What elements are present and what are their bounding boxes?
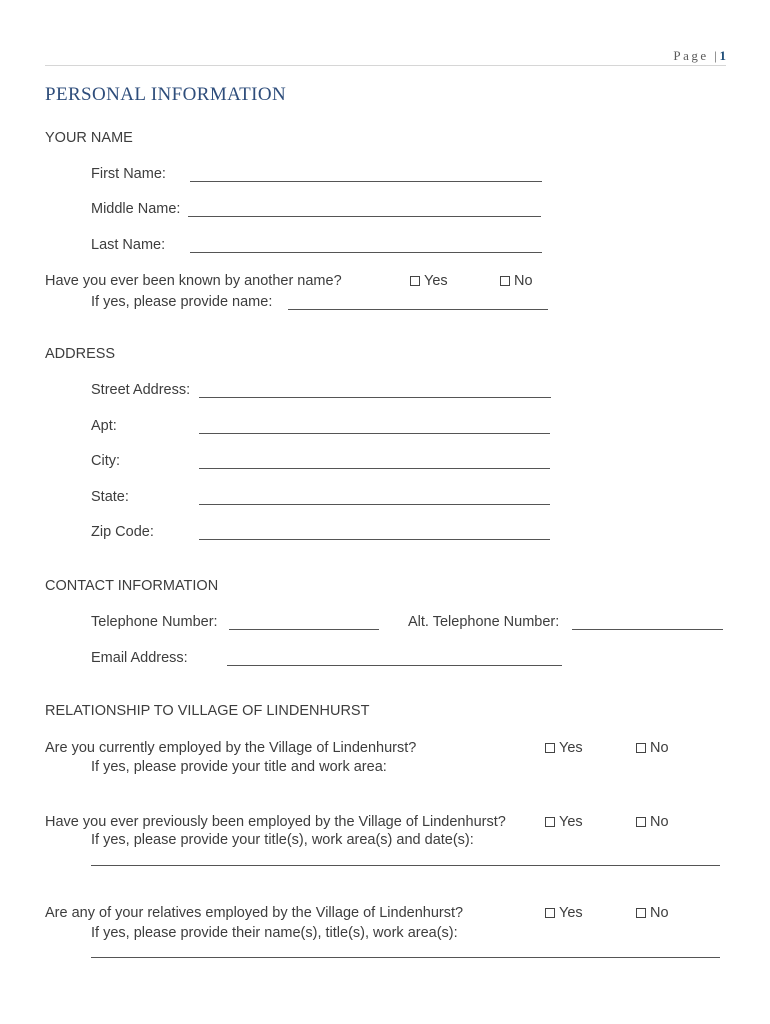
checkbox-icon bbox=[410, 276, 420, 286]
previously-employed-yes-checkbox[interactable] bbox=[545, 814, 583, 830]
alt-telephone-field[interactable] bbox=[572, 629, 723, 630]
email-field[interactable] bbox=[227, 665, 562, 666]
apt-field[interactable] bbox=[199, 433, 550, 434]
street-address-field[interactable] bbox=[199, 397, 551, 398]
yes-label: Yes bbox=[424, 273, 448, 289]
checkbox-icon bbox=[636, 743, 646, 753]
no-label: No bbox=[514, 273, 533, 289]
currently-employed-no-checkbox[interactable] bbox=[636, 740, 669, 756]
checkbox-icon bbox=[636, 908, 646, 918]
checkbox-icon bbox=[545, 743, 555, 753]
other-name-yes-checkbox[interactable] bbox=[410, 273, 448, 289]
telephone-field[interactable] bbox=[229, 629, 379, 630]
city-field[interactable] bbox=[199, 468, 550, 469]
zip-code-label: Zip Code: bbox=[91, 524, 154, 540]
other-name-question: Have you ever been known by another name? bbox=[45, 273, 342, 289]
currently-employed-yes-checkbox[interactable] bbox=[545, 740, 583, 756]
no-label: No bbox=[650, 814, 669, 830]
previously-employed-question: Have you ever previously been employed by the Village of Lindenhurst? bbox=[45, 814, 506, 830]
alt-telephone-label: Alt. Telephone Number: bbox=[408, 614, 560, 630]
state-field[interactable] bbox=[199, 504, 550, 505]
header-divider bbox=[45, 65, 726, 66]
previously-employed-followup-label: If yes, please provide your title(s), work area(s) and date(s): bbox=[91, 832, 474, 848]
section-heading-relationship: RELATIONSHIP TO VILLAGE OF LINDENHURST bbox=[45, 703, 370, 719]
checkbox-icon bbox=[545, 817, 555, 827]
checkbox-icon bbox=[500, 276, 510, 286]
street-address-label: Street Address: bbox=[91, 382, 191, 398]
other-name-no-checkbox[interactable] bbox=[500, 273, 533, 289]
middle-name-label: Middle Name: bbox=[91, 201, 181, 217]
relatives-employed-followup-label: If yes, please provide their name(s), title(s), work area(s): bbox=[91, 925, 458, 941]
city-label: City: bbox=[91, 453, 120, 469]
section-heading-address: ADDRESS bbox=[45, 346, 116, 362]
apt-label: Apt: bbox=[91, 418, 117, 434]
yes-label: Yes bbox=[559, 740, 583, 756]
last-name-field[interactable] bbox=[190, 252, 542, 253]
previously-employed-field[interactable] bbox=[91, 865, 720, 866]
zip-code-field[interactable] bbox=[199, 539, 550, 540]
telephone-label: Telephone Number: bbox=[91, 614, 218, 630]
currently-employed-question: Are you currently employed by the Village of Lindenhurst? bbox=[45, 740, 417, 756]
relatives-employed-yes-checkbox[interactable] bbox=[545, 905, 583, 921]
section-heading-your-name: YOUR NAME bbox=[45, 130, 133, 146]
no-label: No bbox=[650, 905, 669, 921]
yes-label: Yes bbox=[559, 814, 583, 830]
last-name-label: Last Name: bbox=[91, 237, 166, 253]
other-name-field[interactable] bbox=[288, 309, 548, 310]
checkbox-icon bbox=[636, 817, 646, 827]
page-title: PERSONAL INFORMATION bbox=[45, 84, 287, 105]
checkbox-icon bbox=[545, 908, 555, 918]
currently-employed-followup-label: If yes, please provide your title and work area: bbox=[91, 759, 387, 775]
first-name-field[interactable] bbox=[190, 181, 542, 182]
no-label: No bbox=[650, 740, 669, 756]
page-number bbox=[673, 48, 726, 64]
other-name-followup-label: If yes, please provide name: bbox=[91, 294, 273, 310]
relatives-employed-field[interactable] bbox=[91, 957, 720, 958]
relatives-employed-no-checkbox[interactable] bbox=[636, 905, 669, 921]
first-name-label: First Name: bbox=[91, 166, 166, 182]
page-number-value: 1 bbox=[719, 48, 726, 63]
relatives-employed-question: Are any of your relatives employed by the Village of Lindenhurst? bbox=[45, 905, 464, 921]
page-label: Page | bbox=[673, 48, 720, 63]
middle-name-field[interactable] bbox=[188, 216, 541, 217]
email-label: Email Address: bbox=[91, 650, 188, 666]
section-heading-contact: CONTACT INFORMATION bbox=[45, 578, 219, 594]
state-label: State: bbox=[91, 489, 129, 505]
previously-employed-no-checkbox[interactable] bbox=[636, 814, 669, 830]
yes-label: Yes bbox=[559, 905, 583, 921]
